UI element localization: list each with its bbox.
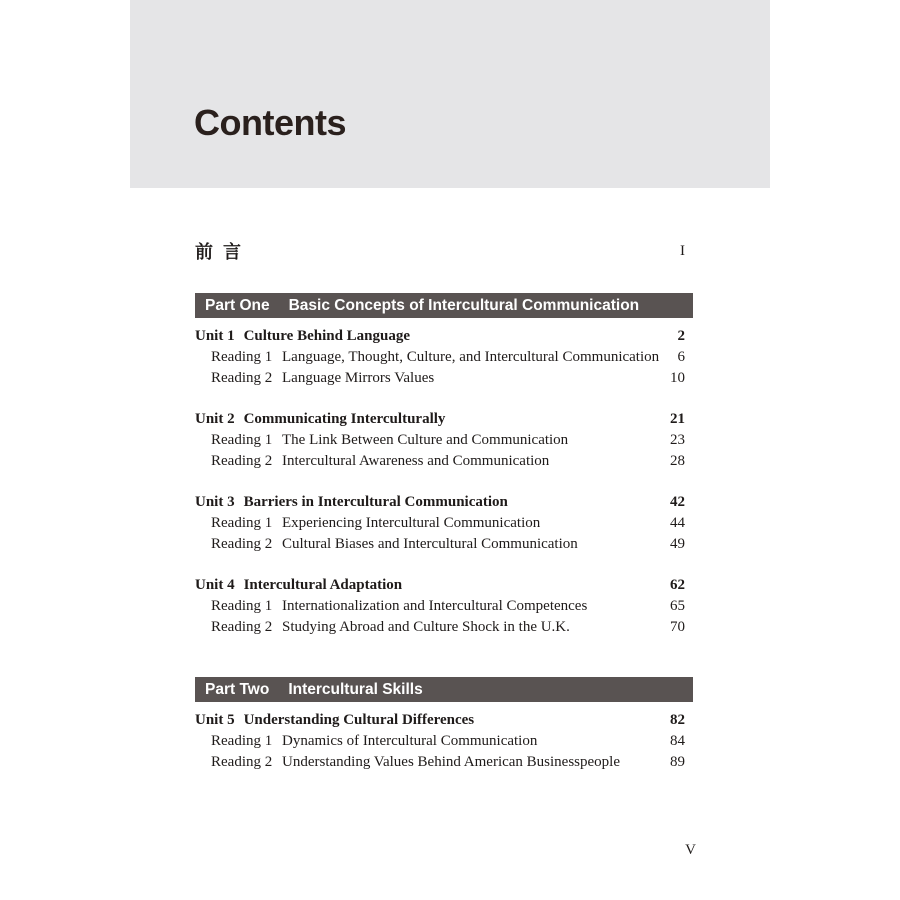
reading-label: Reading 1 <box>211 598 273 614</box>
reading-title: The Link Between Culture and Communication <box>282 432 569 448</box>
part-two-label: Part Two <box>205 680 270 698</box>
reading-page-number: 6 <box>677 349 685 365</box>
part-one-title: Basic Concepts of Intercultural Communication <box>288 296 640 314</box>
preface-page-number: I <box>680 242 685 259</box>
preface-row <box>195 238 693 264</box>
unit-3-title: Barriers in Intercultural Communication <box>243 494 508 510</box>
reading-label: Reading 2 <box>211 453 273 469</box>
unit-3-page-number: 42 <box>670 494 685 510</box>
unit-1-reading-2-row <box>195 368 693 389</box>
reading-title: Dynamics of Intercultural Communication <box>282 733 538 749</box>
reading-title: Studying Abroad and Culture Shock in the U.K. <box>282 619 570 635</box>
unit-4-title: Intercultural Adaptation <box>243 577 403 593</box>
reading-page-number: 49 <box>670 536 685 552</box>
reading-page-number: 10 <box>670 370 685 386</box>
reading-label: Reading 2 <box>211 619 273 635</box>
reading-page-number: 28 <box>670 453 685 469</box>
unit-5-title: Understanding Cultural Differences <box>243 712 475 728</box>
unit-1-page-number: 2 <box>677 328 685 344</box>
reading-title: Language, Thought, Culture, and Intercultural Communication <box>282 349 660 365</box>
reading-label: Reading 1 <box>211 515 273 531</box>
unit-5-page-number: 82 <box>670 712 685 728</box>
unit-2-title: Communicating Interculturally <box>243 411 446 427</box>
unit-5-heading <box>195 710 693 731</box>
reading-label: Reading 1 <box>211 432 273 448</box>
part-two-title: Intercultural Skills <box>288 680 423 698</box>
unit-2-heading <box>195 409 693 430</box>
reading-label: Reading 1 <box>211 349 273 365</box>
reading-label: Reading 2 <box>211 754 273 770</box>
page-footer <box>195 842 696 859</box>
reading-label: Reading 2 <box>211 536 273 552</box>
unit-2-block <box>195 409 693 472</box>
reading-title: Understanding Values Behind American Businesspeople <box>282 754 620 770</box>
reading-title: Language Mirrors Values <box>282 370 435 386</box>
part-one-bar <box>195 293 693 318</box>
reading-label: Reading 2 <box>211 370 273 386</box>
folio-page-number: V <box>685 842 696 858</box>
unit-3-block <box>195 492 693 555</box>
unit-5-reading-1-row <box>195 731 693 752</box>
preface-label: 前 言 <box>195 242 242 262</box>
unit-1-label: Unit 1 <box>195 328 235 344</box>
reading-title: Internationalization and Intercultural Competences <box>282 598 588 614</box>
unit-3-label: Unit 3 <box>195 494 235 510</box>
unit-4-reading-1-row <box>195 596 693 617</box>
unit-4-block <box>195 575 693 638</box>
reading-page-number: 89 <box>670 754 685 770</box>
reading-page-number: 65 <box>670 598 685 614</box>
unit-2-label: Unit 2 <box>195 411 235 427</box>
unit-3-reading-1-row <box>195 513 693 534</box>
unit-2-page-number: 21 <box>670 411 685 427</box>
reading-page-number: 23 <box>670 432 685 448</box>
page-title: Contents <box>194 102 346 143</box>
unit-1-reading-1-row <box>195 347 693 368</box>
unit-3-reading-2-row <box>195 534 693 555</box>
reading-title: Experiencing Intercultural Communication <box>282 515 541 531</box>
unit-2-reading-2-row <box>195 451 693 472</box>
unit-4-heading <box>195 575 693 596</box>
part-one-label: Part One <box>205 296 270 314</box>
unit-4-reading-2-row <box>195 617 693 638</box>
unit-5-label: Unit 5 <box>195 712 235 728</box>
part-two-bar <box>195 677 693 702</box>
reading-page-number: 70 <box>670 619 685 635</box>
unit-4-label: Unit 4 <box>195 577 235 593</box>
header-banner <box>130 0 770 188</box>
reading-page-number: 44 <box>670 515 685 531</box>
unit-5-block <box>195 710 693 773</box>
reading-title: Cultural Biases and Intercultural Communication <box>282 536 578 552</box>
unit-1-title: Culture Behind Language <box>243 328 411 344</box>
unit-1-block <box>195 326 693 389</box>
unit-3-heading <box>195 492 693 513</box>
reading-label: Reading 1 <box>211 733 273 749</box>
unit-5-reading-2-row <box>195 752 693 773</box>
reading-title: Intercultural Awareness and Communication <box>282 453 550 469</box>
unit-2-reading-1-row <box>195 430 693 451</box>
unit-4-page-number: 62 <box>670 577 685 593</box>
reading-page-number: 84 <box>670 733 685 749</box>
unit-1-heading <box>195 326 693 347</box>
